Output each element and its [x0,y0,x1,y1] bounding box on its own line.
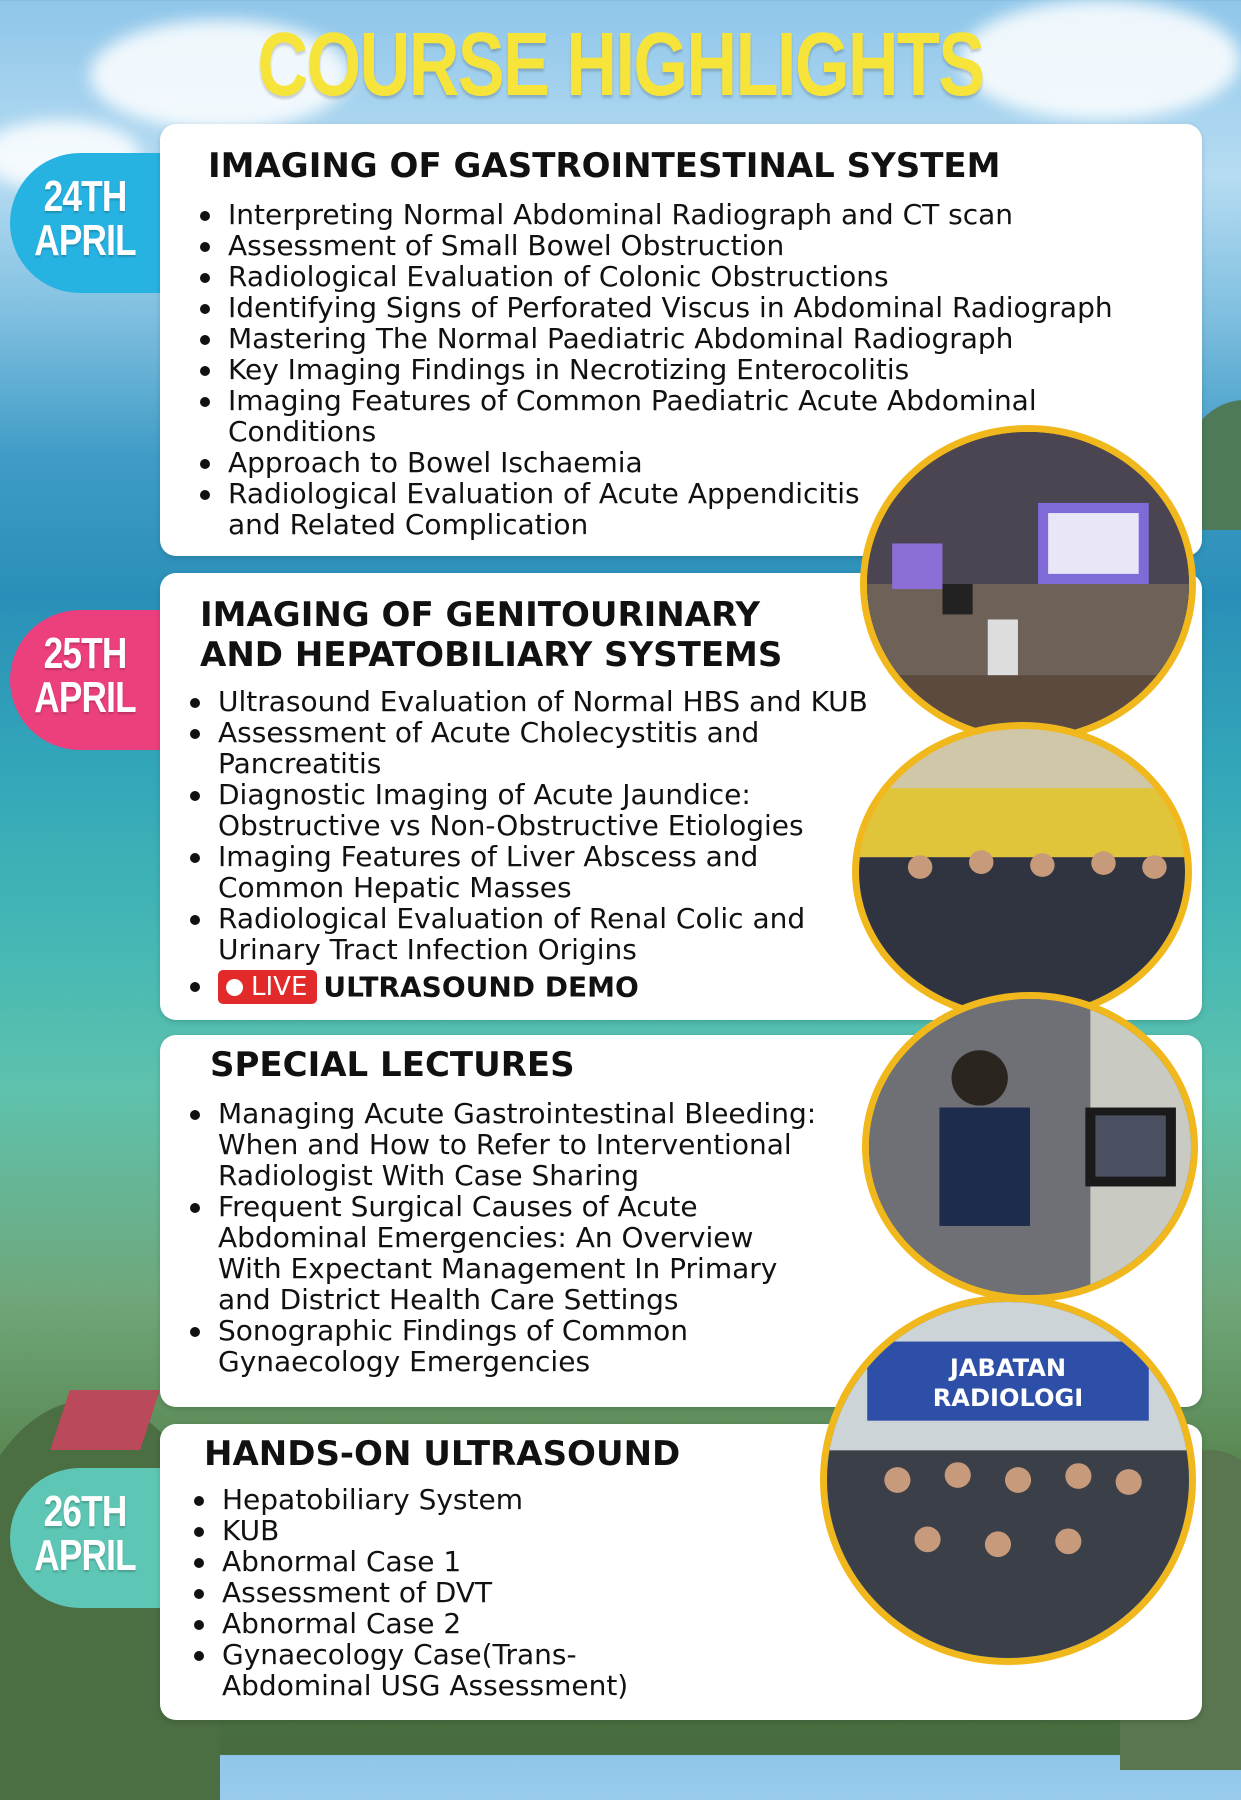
page-title: COURSE HIGHLIGHTS [257,15,984,115]
group-photo [852,722,1192,1022]
list-item: Assessment of DVT [192,1577,752,1608]
sign-text-line2: RADIOLOGI [932,1384,1084,1412]
list-item: Ultrasound Evaluation of Normal HBS and KUB [188,686,888,717]
list-item: Imaging Features of Liver Abscess and Common Hepatic Masses [188,841,818,903]
list-item: Interpreting Normal Abdominal Radiograph and CT scan [198,199,1178,230]
list-item: Sonographic Findings of Common Gynaecology Emergencies [188,1315,778,1377]
list-item: Identifying Signs of Perforated Viscus in Abdominal Radiograph [198,292,1178,323]
list-item: Hepatobiliary System [192,1484,752,1515]
card-title: SPECIAL LECTURES [210,1045,575,1085]
topic-list [192,1484,752,1701]
list-item: Radiological Evaluation of Colonic Obstructions [198,261,1178,292]
topic-list [188,686,888,1004]
list-item: Key Imaging Findings in Necrotizing Enterocolitis [198,354,1178,385]
record-dot-icon [226,979,243,996]
sign-text-line1: JABATAN [949,1354,1067,1383]
list-item: Abnormal Case 2 [192,1608,752,1639]
radiology-department-photo [820,1295,1196,1665]
date-badge-26th-april [10,1468,160,1608]
list-item-live [188,970,888,1004]
list-item: Assessment of Acute Cholecystitis and Pancreatitis [188,717,798,779]
date-day: 24TH [43,172,127,221]
department-group-illustration [827,1302,1189,1658]
card-title: IMAGING OF GENITOURINARY [200,595,761,635]
date-month: APRIL [34,673,136,722]
ultrasound-machine-illustration [869,999,1191,1295]
list-item: Imaging Features of Common Paediatric Acute Abdominal Conditions [198,385,1108,447]
list-item: Mastering The Normal Paediatric Abdominal Radiograph [198,323,1178,354]
lecture-hall-illustration [867,432,1189,736]
card-title: IMAGING OF GASTROINTESTINAL SYSTEM [208,146,1001,186]
list-item: Frequent Surgical Causes of Acute Abdominal Emergencies: An Overview With Expectant Management In Primary and District Health Care Settings [188,1191,818,1315]
list-item: Gynaecology Case(Trans-Abdominal USG Assessment) [192,1639,692,1701]
topic-list [188,1098,868,1377]
date-month: APRIL [34,216,136,265]
live-label: LIVE [251,972,308,1002]
live-badge [218,970,317,1004]
lecture-hall-photo [860,425,1196,743]
date-day: 26TH [43,1487,127,1536]
list-item: KUB [192,1515,752,1546]
date-day: 25TH [43,629,127,678]
list-item: Diagnostic Imaging of Acute Jaundice: Obstructive vs Non-Obstructive Etiologies [188,779,838,841]
date-badge-24th-april [10,153,160,293]
list-item: Radiological Evaluation of Acute Appendicitis and Related Complication [198,478,868,540]
list-item: Approach to Bowel Ischaemia [198,447,1178,478]
list-item: Assessment of Small Bowel Obstruction [198,230,1178,261]
list-item: Radiological Evaluation of Renal Colic and Urinary Tract Infection Origins [188,903,858,965]
date-badge-25th-april [10,610,160,750]
date-month: APRIL [34,1531,136,1580]
audience-illustration [859,729,1185,1015]
list-item: Managing Acute Gastrointestinal Bleeding: When and How to Refer to Interventional Radiologist With Case Sharing [188,1098,868,1191]
card-title: AND HEPATOBILIARY SYSTEMS [200,635,783,675]
card-title: HANDS-ON ULTRASOUND [204,1434,681,1474]
live-demo-text: ULTRASOUND DEMO [323,970,639,1004]
ultrasound-demo-photo [862,992,1198,1302]
list-item: Abnormal Case 1 [192,1546,752,1577]
